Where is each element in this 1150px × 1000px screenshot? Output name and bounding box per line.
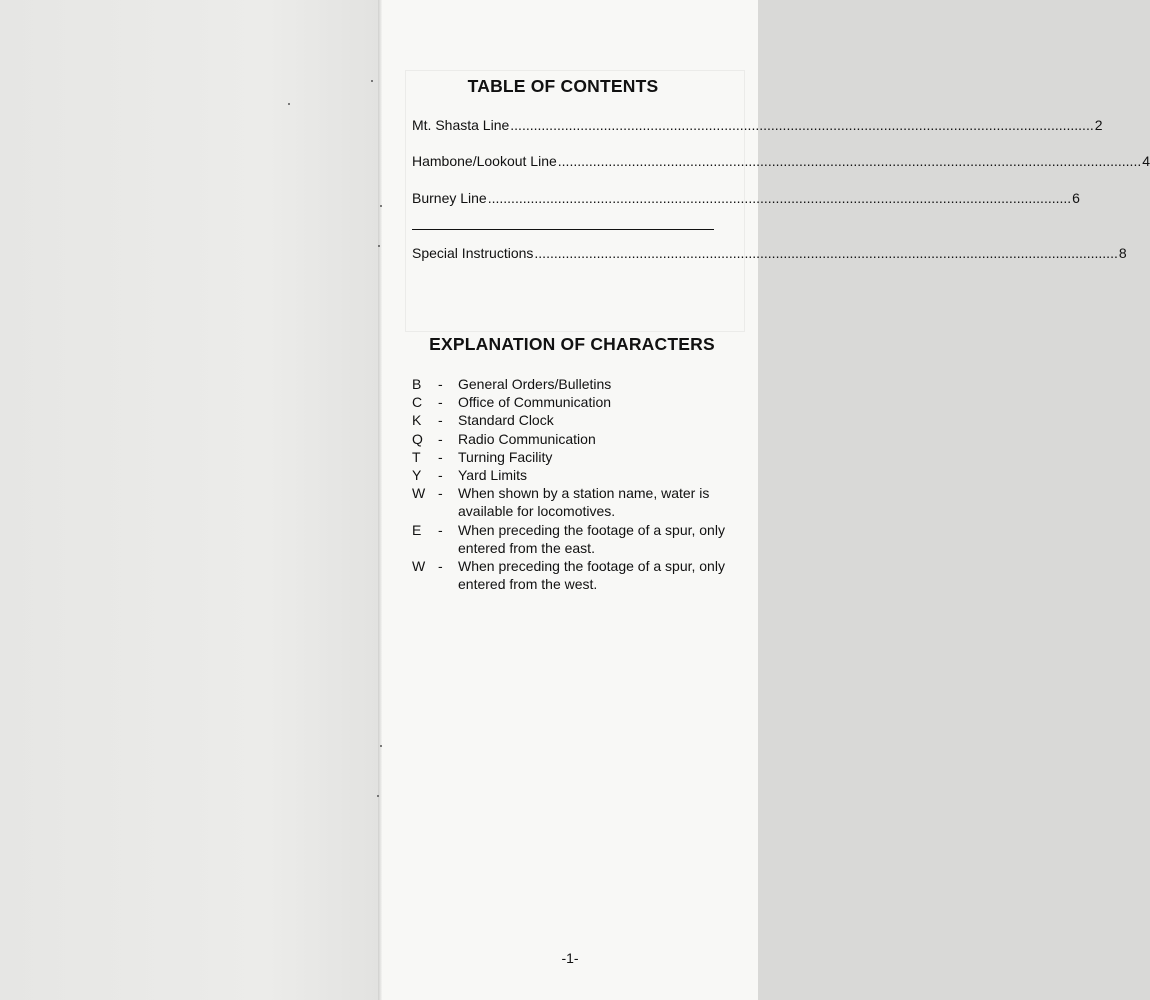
toc-entry-label: Mt. Shasta Line [412,117,510,133]
legend-description: When preceding the footage of a spur, only entered from the west. [458,558,725,593]
legend-description: Yard Limits [458,467,527,484]
legend-item [412,430,742,448]
toc-leader-dots: ...................................................................................................................................................... [487,190,1072,206]
legend-item [412,411,742,429]
legend-code: W [412,485,426,502]
legend-item [412,557,742,593]
legend-item [412,375,742,393]
legend-code: K [412,412,422,429]
toc-leader-dots: ...................................................................................................................................................... [510,117,1094,133]
legend-description: General Orders/Bulletins [458,376,612,392]
toc-entry [412,117,1103,137]
toc-entry [412,153,1150,173]
paper-speck [380,745,382,747]
legend-code: B [412,376,422,392]
toc-entry-page: 6 [1072,190,1080,206]
legend-description: When preceding the footage of a spur, only entered from the east. [458,521,725,556]
explanation-title: EXPLANATION OF CHARACTERS [429,334,715,354]
character-legend [412,375,742,593]
legend-description: Standard Clock [458,412,554,429]
legend-code: T [412,448,421,465]
legend-item [412,466,742,484]
left-blank-page [0,0,380,1000]
legend-dash: - [438,485,443,502]
toc-entry-page: 8 [1118,245,1127,261]
legend-description: When shown by a station name, water is available for locomotives. [458,485,710,520]
legend-description: Turning Facility [458,448,553,465]
legend-code: E [412,521,422,538]
toc-entry [412,245,1127,265]
legend-description: Radio Communication [458,430,596,447]
legend-description: Office of Communication [458,394,612,411]
legend-code: W [412,558,426,575]
legend-dash: - [438,376,443,392]
toc-leader-dots: ...................................................................................................................................................... [557,153,1142,169]
page-number: -1- [561,950,579,966]
legend-dash: - [438,448,443,465]
toc-leader-dots: ...................................................................................................................................................... [534,245,1118,261]
legend-dash: - [438,394,443,411]
toc-entry-page: 2 [1094,117,1103,133]
legend-dash: - [438,412,443,429]
toc-entry-label: Burney Line [412,190,487,206]
legend-dash: - [438,430,443,447]
paper-speck [288,103,290,105]
toc-title: TABLE OF CONTENTS [467,76,659,96]
legend-item [412,484,742,520]
legend-code: Y [412,467,422,484]
legend-code: Q [412,430,423,447]
legend-item [412,393,742,411]
legend-dash: - [438,467,443,484]
toc-entry [412,190,1080,210]
legend-dash: - [438,521,443,538]
paper-speck [377,795,379,797]
legend-dash: - [438,558,443,575]
toc-entry-label: Hambone/Lookout Line [412,153,557,169]
toc-entry-page: 4 [1142,153,1150,169]
legend-code: C [412,394,423,411]
paper-speck [371,80,373,82]
legend-item [412,521,742,557]
paper-speck [380,205,382,207]
paper-speck [378,245,380,247]
toc-divider [412,229,714,230]
toc-entry-label: Special Instructions [412,245,534,261]
legend-item [412,448,742,466]
